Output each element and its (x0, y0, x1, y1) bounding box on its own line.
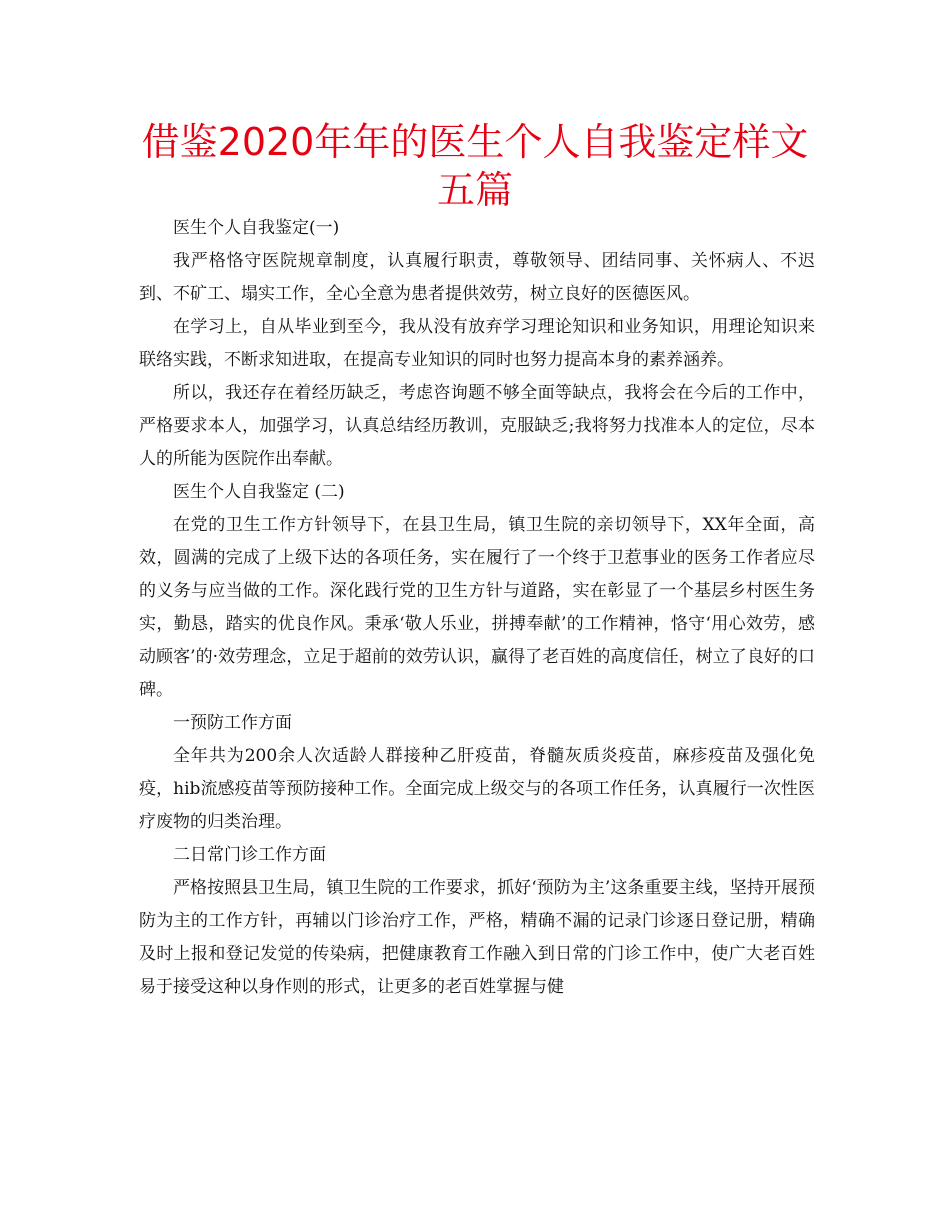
paragraph: 在学习上，自从毕业到至今，我从没有放弃学习理论知识和业务知识，用理论知识来联络实践，不断求知进取，在提高专业知识的同时也努力提高本身的素养涵养。 (139, 317, 815, 370)
subheading-outpatient: 二日常门诊工作方面 (173, 845, 326, 865)
document-title: 借鉴2020年年的医生个人自我鉴定样文五篇 (141, 120, 809, 212)
paragraph: 我严格恪守医院规章制度，认真履行职责，尊敬领导、团结同事、关怀病人、不迟到、不矿工、塌实工作，全心全意为患者提供效劳，树立良好的医德医风。 (139, 251, 815, 304)
paragraph: 在党的卫生工作方针领导下，在县卫生局，镇卫生院的亲切领导下，XX年全面，高效，圆满的完成了上级下达的各项任务，实在履行了一个终于卫惹事业的医务工作者应尽的义务与应当做的工作。深化践行党的卫生方针与道路，实在彰显了一个基层乡村医生务实，勤恳，踏实的优良作风。秉承‘敬人乐业，拼搏奉献’的工作精神，恪守‘用心效劳，感动顾客’的·效劳理念，立足于超前的效劳认识，赢得了老百姓的高度信任，树立了良好的口碑。 (139, 515, 815, 700)
paragraph: 所以，我还存在着经历缺乏，考虑咨询题不够全面等缺点，我将会在今后的工作中，严格要求本人，加强学习，认真总结经历教训，克服缺乏;我将努力找准本人的定位，尽本人的所能为医院作出奉献。 (139, 383, 815, 469)
section-heading-2: 医生个人自我鉴定 (二) (173, 482, 345, 502)
document-body (139, 212, 815, 1004)
section-heading-1: 医生个人自我鉴定(一) (173, 218, 340, 238)
paragraph: 严格按照县卫生局，镇卫生院的工作要求，抓好‘预防为主’这条重要主线，坚持开展预防为主的工作方针，再辅以门诊治疗工作，严格，精确不漏的记录门诊逐日登记册，精确及时上报和登记发觉的传染病，把健康教育工作融入到日常的门诊工作中，使广大老百姓易于接受这种以身作则的形式，让更多的老百姓掌握与健 (139, 878, 815, 997)
paragraph: 全年共为200余人次适龄人群接种乙肝疫苗，脊髓灰质炎疫苗，麻疹疫苗及强化免疫，hib流感疫苗等预防接种工作。全面完成上级交与的各项工作任务，认真履行一次性医疗废物的归类治理。 (139, 746, 815, 832)
subheading-prevention: 一预防工作方面 (173, 713, 292, 733)
